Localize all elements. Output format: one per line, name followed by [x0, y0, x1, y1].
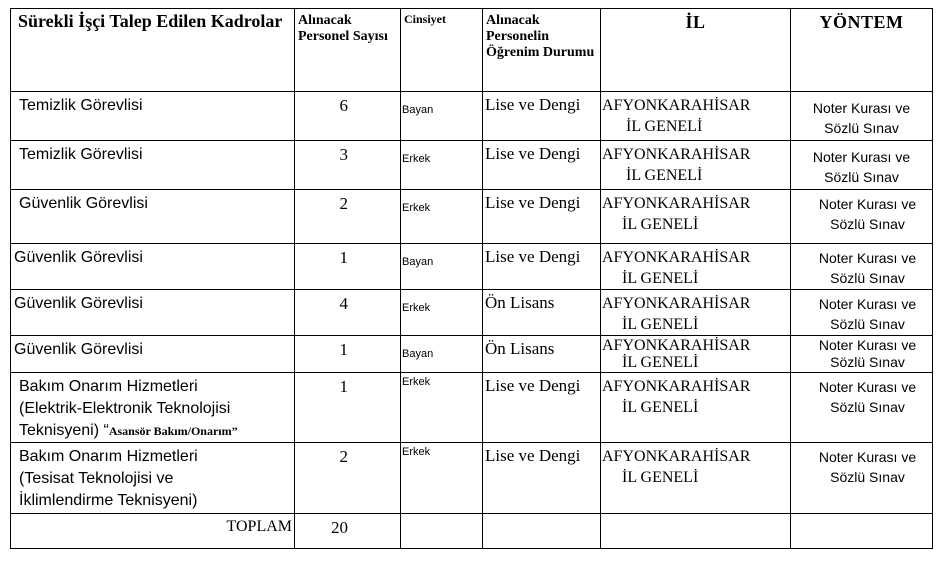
yontem-cell: Noter Kurası ve Sözlü Sınav [818, 379, 917, 415]
cinsiyet-cell: Bayan [402, 104, 434, 116]
il-cell: AFYONKARAHİSAR İL GENELİ [602, 448, 751, 486]
sayi-cell: 1 [339, 248, 348, 267]
il-cell: AFYONKARAHİSAR İL GENELİ [602, 249, 751, 287]
cinsiyet-cell: Bayan [402, 256, 434, 268]
sayi-cell: 2 [339, 194, 348, 213]
sayi-cell: 6 [339, 96, 348, 115]
kadro-cell: Bakım Onarım Hizmetleri (Tesisat Teknolojisi ve İklimlendirme Teknisyeni) [19, 448, 198, 509]
cinsiyet-cell: Erkek [402, 202, 431, 214]
header-il: İL [601, 9, 791, 92]
kadro-cell: Güvenlik Görevlisi [14, 295, 143, 312]
header-ogrenim: Alınacak Personelin Öğrenim Durumu [483, 9, 601, 92]
il-cell: AFYONKARAHİSAR İL GENELİ [602, 337, 751, 371]
table-row [11, 290, 933, 336]
table-row [11, 336, 933, 373]
total-value: 20 [331, 518, 348, 537]
header-cinsiyet: Cinsiyet [401, 9, 483, 92]
cinsiyet-cell: Erkek [402, 302, 431, 314]
ogrenim-cell: Lise ve Dengi [485, 193, 581, 212]
il-cell: AFYONKARAHİSAR İL GENELİ [602, 195, 751, 233]
ogrenim-cell: Ön Lisans [485, 293, 555, 312]
ogrenim-cell: Lise ve Dengi [485, 95, 581, 114]
il-cell: AFYONKARAHİSAR İL GENELİ [602, 97, 751, 135]
il-cell: AFYONKARAHİSAR İL GENELİ [602, 146, 751, 184]
header-yontem: YÖNTEM [791, 9, 933, 92]
yontem-cell: Noter Kurası ve Sözlü Sınav [818, 296, 917, 332]
header-sayi: Alınacak Personel Sayısı [295, 9, 401, 92]
kadro-cell: Bakım Onarım Hizmetleri (Elektrik-Elektronik Teknolojisi Teknisyeni) “Asansör Bakım/Onarım” [19, 378, 238, 439]
cinsiyet-cell: Erkek [402, 446, 431, 458]
yontem-cell: Noter Kurası ve Sözlü Sınav [812, 100, 911, 136]
empty-cell [401, 514, 483, 549]
yontem-cell: Noter Kurası ve Sözlü Sınav [818, 250, 917, 286]
empty-cell [601, 514, 791, 549]
kadro-cell: Güvenlik Görevlisi [19, 195, 148, 212]
sayi-cell: 1 [339, 340, 348, 359]
cinsiyet-cell: Erkek [402, 153, 431, 165]
il-cell: AFYONKARAHİSAR İL GENELİ [602, 378, 751, 416]
ogrenim-cell: Lise ve Dengi [485, 247, 581, 266]
table-row [11, 92, 933, 141]
empty-cell [791, 514, 933, 549]
kadro-table [10, 8, 933, 549]
kadro-cell: Temizlik Görevlisi [19, 146, 143, 163]
table-row [11, 190, 933, 244]
kadro-cell: Güvenlik Görevlisi [14, 249, 143, 266]
yontem-cell: Noter Kurası ve Sözlü Sınav [812, 149, 911, 185]
yontem-cell: Noter Kurası ve Sözlü Sınav [818, 449, 917, 485]
sayi-cell: 3 [339, 145, 348, 164]
sayi-cell: 4 [339, 294, 348, 313]
empty-cell [483, 514, 601, 549]
total-label: TOPLAM [226, 518, 292, 535]
total-row [11, 514, 933, 549]
ogrenim-cell: Lise ve Dengi [485, 376, 581, 395]
table-row [11, 373, 933, 443]
table-row [11, 443, 933, 514]
sayi-cell: 1 [339, 377, 348, 396]
yontem-cell: Noter Kurası ve Sözlü Sınav [818, 196, 917, 232]
header-row [11, 9, 933, 92]
kadro-cell: Temizlik Görevlisi [19, 97, 143, 114]
il-cell: AFYONKARAHİSAR İL GENELİ [602, 295, 751, 333]
ogrenim-cell: Ön Lisans [485, 339, 555, 358]
yontem-cell: Noter Kurası ve Sözlü Sınav [818, 337, 917, 370]
ogrenim-cell: Lise ve Dengi [485, 144, 581, 163]
cinsiyet-cell: Erkek [402, 376, 431, 388]
kadro-cell: Güvenlik Görevlisi [14, 341, 143, 358]
header-kadro: Sürekli İşçi Talep Edilen Kadrolar [11, 9, 295, 92]
table-row [11, 244, 933, 290]
ogrenim-cell: Lise ve Dengi [485, 446, 581, 465]
cinsiyet-cell: Bayan [402, 348, 434, 360]
sayi-cell: 2 [339, 447, 348, 466]
table-row [11, 141, 933, 190]
